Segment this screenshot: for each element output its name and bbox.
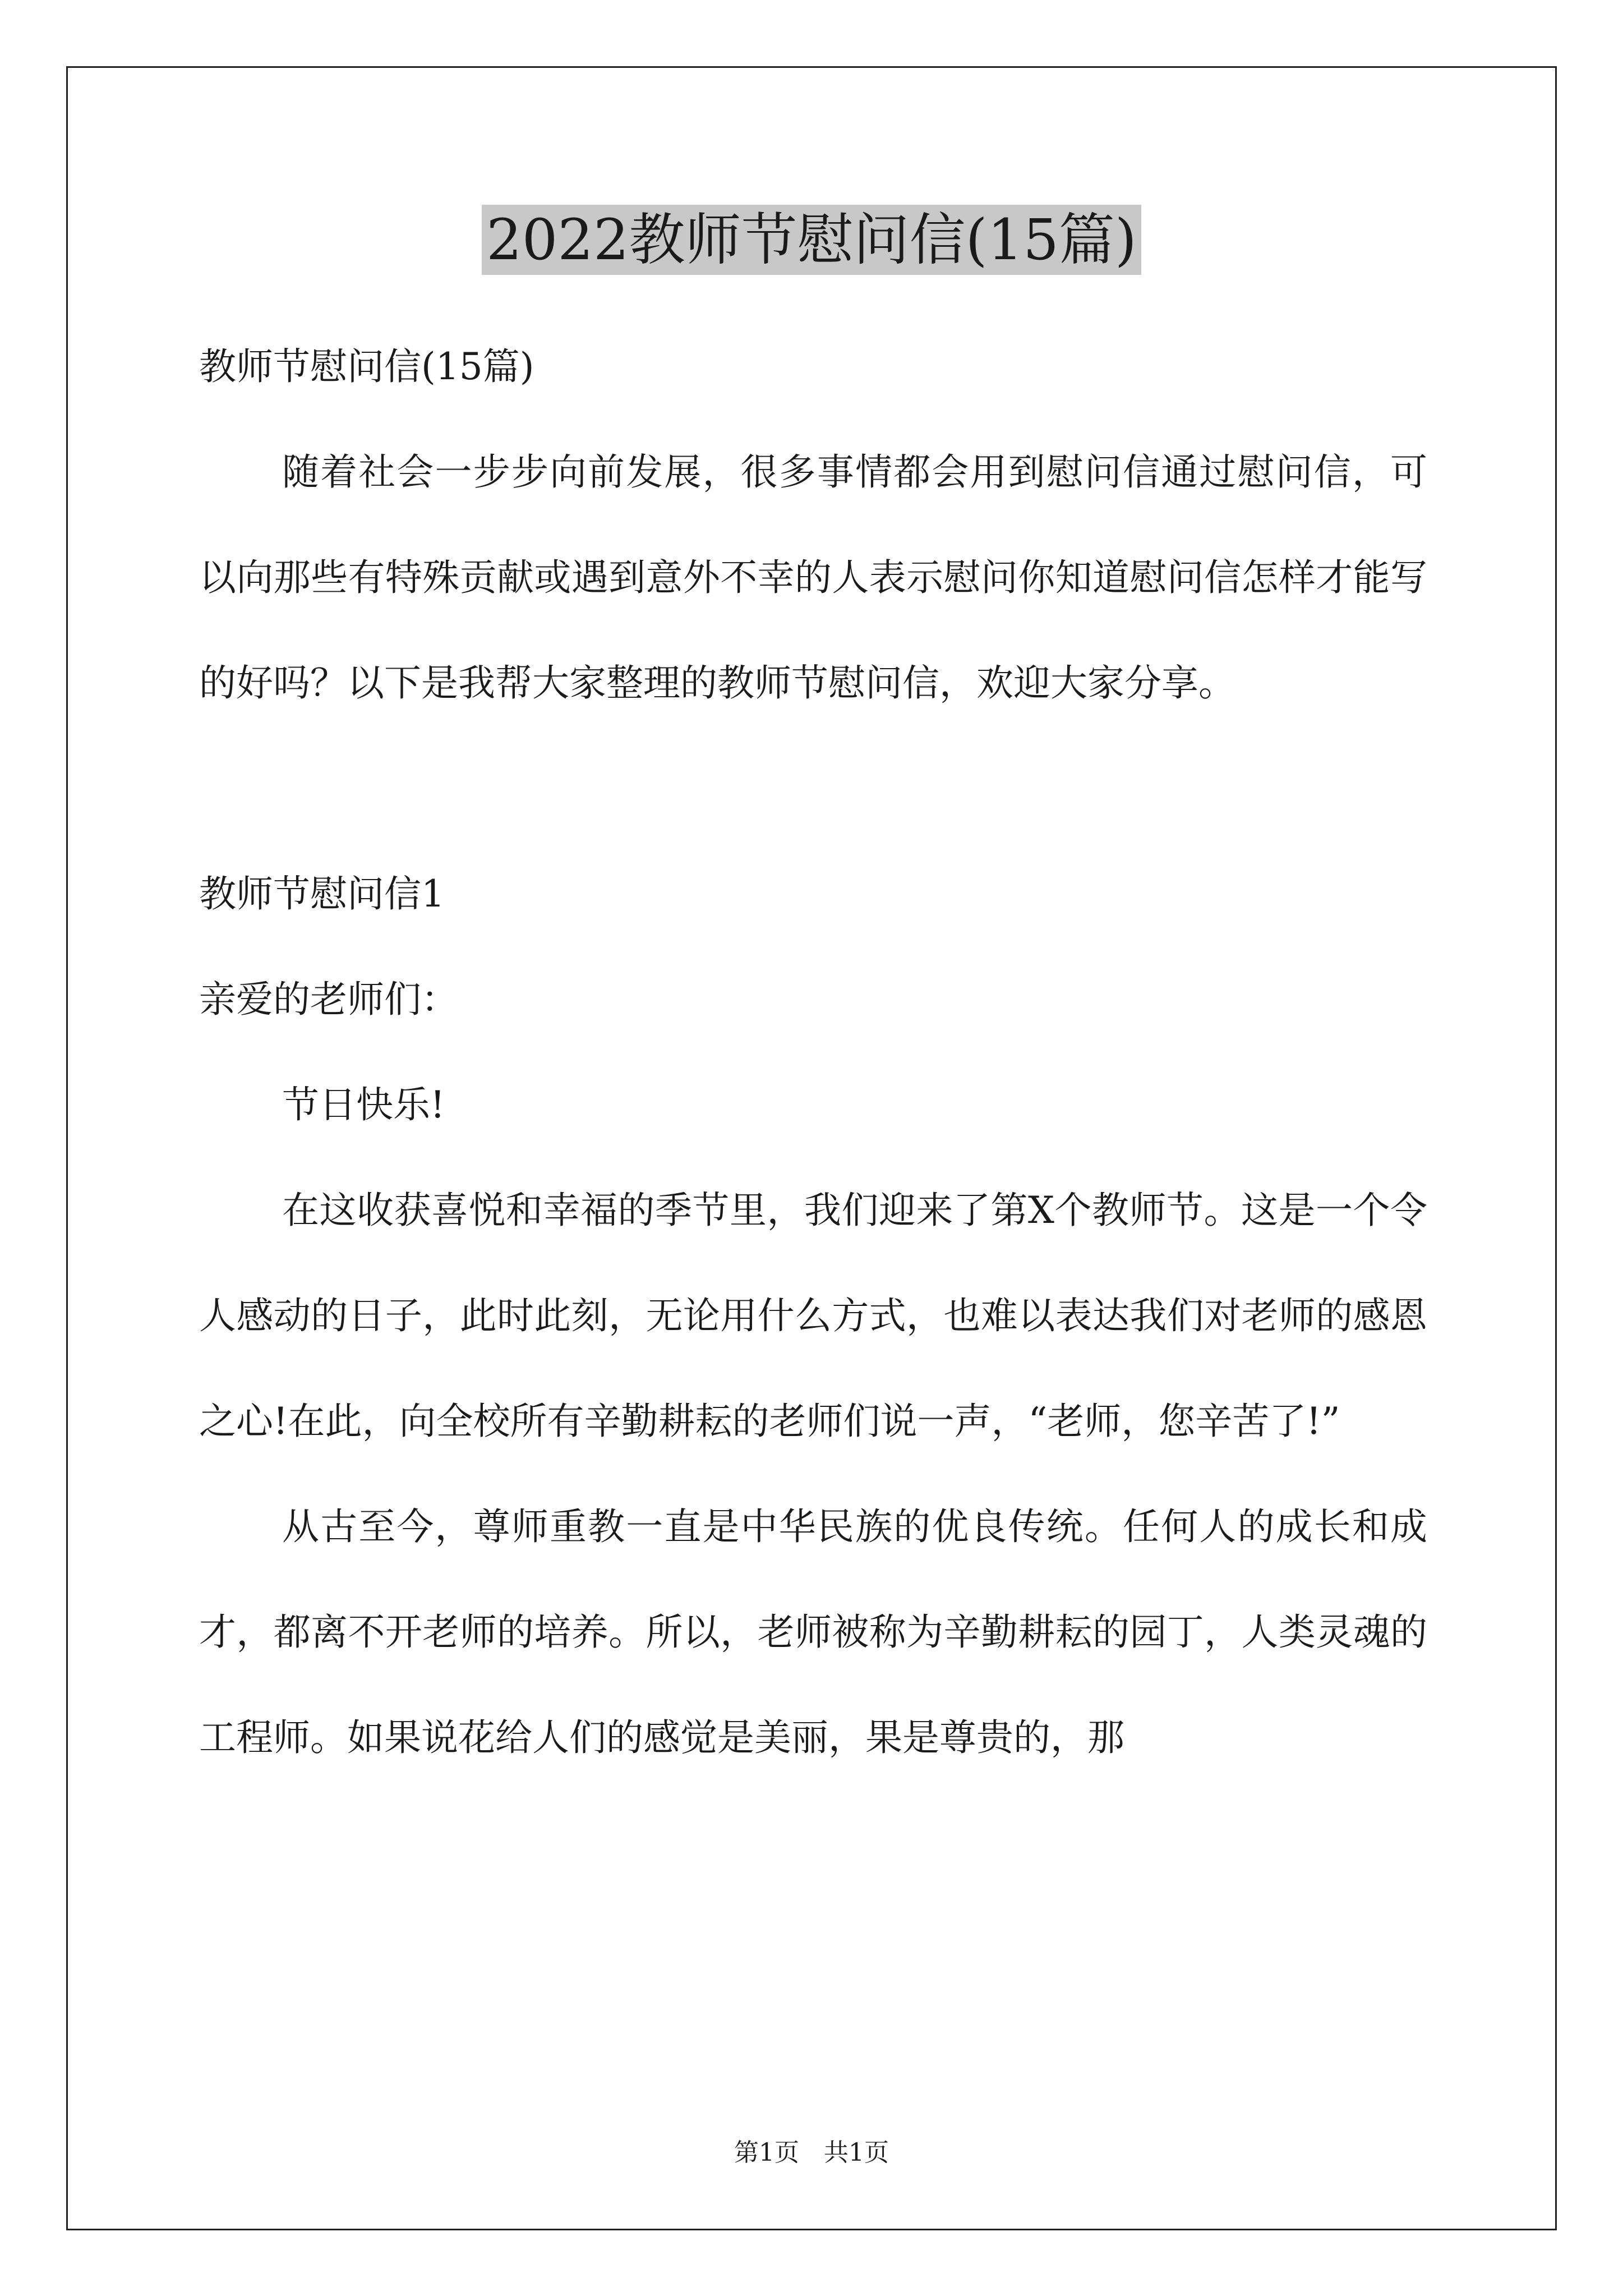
body-paragraph-1: 在这收获喜悦和幸福的季节里，我们迎来了第X个教师节。这是一个令人感动的日子，此时此刻，无论用什么方式，也难以表达我们对老师的感恩之心!在此，向全校所有辛勤耕耘的老师们说一声，“老师，您辛苦了!” — [199, 1189, 1427, 1443]
intro-paragraph: 随着社会一步步向前发展，很多事情都会用到慰问信通过慰问信，可以向那些有特殊贡献或遇到意外不幸的人表示慰问你知道慰问信怎样才能写的好吗？以下是我帮大家整理的教师节慰问信，欢迎大家分享。 — [199, 450, 1427, 705]
salutation: 亲爱的老师们： — [199, 978, 458, 1021]
page-footer: 第1页 共1页 — [734, 2138, 889, 2167]
body-paragraph-2: 从古至今，尊师重教一直是中华民族的优良传统。任何人的成长和成才，都离不开老师的培养。所以，老师被称为辛勤耕耘的园丁，人类灵魂的工程师。如果说花给人们的感觉是美丽，果是尊贵的，那 — [199, 1505, 1427, 1759]
subtitle: 教师节慰问信(15篇) — [199, 345, 534, 388]
greeting: 节日快乐! — [282, 1083, 445, 1126]
section-heading: 教师节慰问信1 — [199, 872, 445, 915]
document-title — [0, 201, 1623, 279]
document-body — [199, 314, 1427, 1791]
document-title-text: 2022教师节慰问信(15篇) — [482, 205, 1141, 275]
